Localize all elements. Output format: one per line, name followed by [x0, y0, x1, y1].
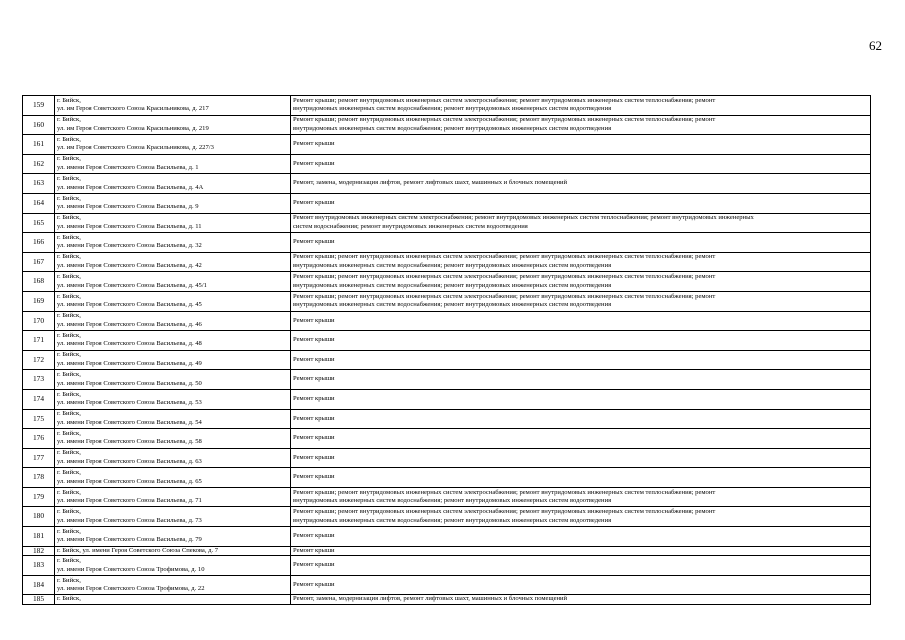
row-number: 169 — [23, 291, 55, 311]
table-row — [23, 350, 871, 370]
work-description-cell — [291, 556, 871, 576]
table-row — [23, 595, 871, 605]
address-cell — [55, 213, 291, 233]
work-description-cell — [291, 350, 871, 370]
table-row — [23, 252, 871, 272]
work-description-cell — [291, 487, 871, 507]
row-number: 180 — [23, 507, 55, 527]
address-city: г. Бийск, — [57, 292, 81, 300]
work-description-line: внутридомовых инженерных систем водоснабжения; ремонт внутридомовых инженерных систем водоотведения — [293, 105, 612, 113]
table-row — [23, 311, 871, 331]
work-description-line: Ремонт крыши — [293, 394, 335, 402]
work-description-line: Ремонт крыши — [293, 434, 335, 442]
address-city: г. Бийск, — [57, 155, 81, 163]
work-description-cell — [291, 213, 871, 233]
work-description-line: Ремонт крыши — [293, 414, 335, 422]
address-cell — [55, 193, 291, 213]
work-description-cell — [291, 115, 871, 135]
address-city: г. Бийск, — [57, 351, 81, 359]
repair-table — [22, 95, 871, 605]
address-street: ул. имени Героя Советского Союза Васильева, д. 54 — [57, 418, 202, 426]
address-city: г. Бийск, — [57, 116, 81, 124]
address-cell — [55, 507, 291, 527]
address-cell — [55, 174, 291, 194]
address-cell — [55, 272, 291, 292]
address-cell — [55, 291, 291, 311]
work-description-line: Ремонт крыши — [293, 198, 335, 206]
address-city: г. Бийск, — [57, 508, 81, 516]
work-description-line: Ремонт крыши — [293, 532, 335, 540]
table-row — [23, 272, 871, 292]
work-description-cell — [291, 193, 871, 213]
address-street: ул. имени Героя Советского Союза Васильева, д. 53 — [57, 399, 202, 407]
work-description-line: Ремонт крыши; ремонт внутридомовых инженерных систем электроснабжения; ремонт внутридомовых инженерных систем теплоснабжения; ремонт — [293, 508, 716, 516]
table-row — [23, 468, 871, 488]
document-sheet — [22, 95, 870, 605]
address-street: ул. имени Героя Советского Союза Васильева, д. 1 — [57, 164, 199, 172]
table-body — [23, 96, 871, 605]
work-description-cell — [291, 96, 871, 116]
work-description-line: Ремонт крыши; ремонт внутридомовых инженерных систем электроснабжения; ремонт внутридомовых инженерных систем теплоснабжения; ремонт — [293, 253, 716, 261]
table-row — [23, 556, 871, 576]
table-row — [23, 115, 871, 135]
address-street: ул. имени Героя Советского Союза Васильева, д. 4А — [57, 183, 204, 191]
row-number: 184 — [23, 575, 55, 595]
row-number: 183 — [23, 556, 55, 576]
work-description-line: Ремонт крыши — [293, 561, 335, 569]
table-row — [23, 213, 871, 233]
work-description-cell — [291, 331, 871, 351]
address-city: г. Бийск, — [57, 175, 81, 183]
work-description-line: внутридомовых инженерных систем водоснабжения; ремонт внутридомовых инженерных систем водоотведения — [293, 497, 612, 505]
address-city: г. Бийск, — [57, 273, 81, 281]
address-cell — [55, 370, 291, 390]
row-number: 161 — [23, 135, 55, 155]
address-street: ул. им Героя Советского Союза Красильникова, д. 219 — [57, 124, 209, 132]
address-cell — [55, 350, 291, 370]
table-row — [23, 370, 871, 390]
address-city: г. Бийск, — [57, 390, 81, 398]
work-description-cell — [291, 252, 871, 272]
address-city: г. Бийск, — [57, 194, 81, 202]
work-description-cell — [291, 546, 871, 556]
work-description-cell — [291, 272, 871, 292]
table-row — [23, 527, 871, 547]
work-description-line: Ремонт, замена, модернизация лифтов, ремонт лифтовых шахт, машинных и блочных помещений — [293, 595, 568, 603]
row-number: 185 — [23, 595, 55, 605]
table-row — [23, 575, 871, 595]
table-row — [23, 291, 871, 311]
address-city: г. Бийск, — [57, 331, 81, 339]
work-description-line: Ремонт крыши; ремонт внутридомовых инженерных систем электроснабжения; ремонт внутридомовых инженерных систем теплоснабжения; ремонт — [293, 292, 716, 300]
address-city: г. Бийск, — [57, 527, 81, 535]
row-number: 175 — [23, 409, 55, 429]
address-cell — [55, 527, 291, 547]
address-cell — [55, 556, 291, 576]
address-city: г. Бийск, — [57, 556, 81, 564]
row-number: 173 — [23, 370, 55, 390]
address-cell — [55, 389, 291, 409]
address-street: ул. имени Героя Советского Союза Васильева, д. 65 — [57, 477, 202, 485]
address-city: г. Бийск, — [57, 488, 81, 496]
work-description-line: Ремонт, замена, модернизация лифтов, ремонт лифтовых шахт, машинных и блочных помещений — [293, 179, 568, 187]
row-number: 167 — [23, 252, 55, 272]
address-street: ул. имени Героя Советского Союза Васильева, д. 63 — [57, 457, 202, 465]
table-row — [23, 546, 871, 556]
table-row — [23, 507, 871, 527]
address-street: г. Бийск, — [57, 595, 81, 603]
address-street: ул. имени Героя Советского Союза Васильева, д. 9 — [57, 203, 199, 211]
work-description-line: внутридомовых инженерных систем водоснабжения; ремонт внутридомовых инженерных систем водоотведения — [293, 281, 612, 289]
work-description-line: Ремонт крыши — [293, 546, 335, 554]
table-row — [23, 487, 871, 507]
work-description-cell — [291, 575, 871, 595]
address-street: ул. имени Героя Советского Союза Васильева, д. 46 — [57, 320, 202, 328]
work-description-cell — [291, 595, 871, 605]
address-city: г. Бийск, — [57, 253, 81, 261]
work-description-cell — [291, 174, 871, 194]
table-row — [23, 409, 871, 429]
work-description-line: Ремонт крыши — [293, 159, 335, 167]
table-row — [23, 233, 871, 253]
row-number: 166 — [23, 233, 55, 253]
work-description-line: Ремонт крыши — [293, 453, 335, 461]
work-description-line: Ремонт крыши — [293, 375, 335, 383]
work-description-cell — [291, 389, 871, 409]
address-city: г. Бийск, — [57, 576, 81, 584]
work-description-cell — [291, 370, 871, 390]
address-cell — [55, 546, 291, 556]
address-city: г. Бийск, — [57, 429, 81, 437]
table-row — [23, 448, 871, 468]
address-cell — [55, 115, 291, 135]
address-street: ул. им Героя Советского Союза Красильникова, д. 217 — [57, 105, 209, 113]
address-street: ул. имени Героя Советского Союза Васильева, д. 79 — [57, 536, 202, 544]
work-description-line: Ремонт крыши; ремонт внутридомовых инженерных систем электроснабжения; ремонт внутридомовых инженерных систем теплоснабжения; ремонт — [293, 273, 716, 281]
row-number: 159 — [23, 96, 55, 116]
address-cell — [55, 487, 291, 507]
work-description-cell — [291, 507, 871, 527]
address-city: г. Бийск, — [57, 214, 81, 222]
work-description-line: Ремонт крыши; ремонт внутридомовых инженерных систем электроснабжения; ремонт внутридомовых инженерных систем теплоснабжения; ремонт — [293, 96, 716, 104]
page-number: 62 — [869, 38, 882, 53]
address-city: г. Бийск, — [57, 233, 81, 241]
address-street: ул. имени Героя Советского Союза Васильева, д. 11 — [57, 222, 202, 230]
work-description-cell — [291, 135, 871, 155]
address-cell — [55, 311, 291, 331]
work-description-cell — [291, 409, 871, 429]
row-number: 160 — [23, 115, 55, 135]
table-row — [23, 174, 871, 194]
work-description-line: внутридомовых инженерных систем водоснабжения; ремонт внутридомовых инженерных систем водоотведения — [293, 124, 612, 132]
address-cell — [55, 96, 291, 116]
work-description-cell — [291, 448, 871, 468]
work-description-line: внутридомовых инженерных систем водоснабжения; ремонт внутридомовых инженерных систем водоотведения — [293, 516, 612, 524]
work-description-line: Ремонт крыши; ремонт внутридомовых инженерных систем электроснабжения; ремонт внутридомовых инженерных систем теплоснабжения; ремонт — [293, 116, 716, 124]
address-street: ул. имени Героя Советского Союза Трофимова, д. 10 — [57, 565, 205, 573]
address-cell — [55, 409, 291, 429]
address-city: г. Бийск, — [57, 312, 81, 320]
address-street: ул. имени Героя Советского Союза Васильева, д. 50 — [57, 379, 202, 387]
work-description-line: внутридомовых инженерных систем водоснабжения; ремонт внутридомовых инженерных систем водоотведения — [293, 301, 612, 309]
table-row — [23, 154, 871, 174]
address-city: г. Бийск, — [57, 371, 81, 379]
work-description-line: Ремонт крыши — [293, 140, 335, 148]
work-description-line: Ремонт внутридомовых инженерных систем электроснабжения; ремонт внутридомовых инженерных систем теплоснабжения; ремонт внутридомовых инженерных — [293, 214, 754, 222]
row-number: 179 — [23, 487, 55, 507]
address-street: ул. имени Героя Советского Союза Васильева, д. 32 — [57, 242, 202, 250]
address-street: ул. имени Героя Советского Союза Васильева, д. 48 — [57, 340, 202, 348]
row-number: 165 — [23, 213, 55, 233]
work-description-cell — [291, 154, 871, 174]
address-street: ул. имени Героя Советского Союза Васильева, д. 42 — [57, 262, 202, 270]
work-description-line: Ремонт крыши — [293, 580, 335, 588]
address-city: г. Бийск, — [57, 410, 81, 418]
address-cell — [55, 575, 291, 595]
address-cell — [55, 252, 291, 272]
address-cell — [55, 468, 291, 488]
address-street: ул. имени Героя Советского Союза Васильева, д. 45/1 — [57, 281, 207, 289]
work-description-line: систем водоснабжения; ремонт внутридомовых инженерных систем водоотведения — [293, 222, 528, 230]
address-street: ул. имени Героя Советского Союза Васильева, д. 45 — [57, 301, 202, 309]
address-cell — [55, 233, 291, 253]
table-row — [23, 389, 871, 409]
address-city: г. Бийск, — [57, 449, 81, 457]
row-number: 164 — [23, 193, 55, 213]
address-cell — [55, 331, 291, 351]
row-number: 176 — [23, 429, 55, 449]
address-city: г. Бийск, — [57, 468, 81, 476]
work-description-line: внутридомовых инженерных систем водоснабжения; ремонт внутридомовых инженерных систем водоотведения — [293, 262, 612, 270]
work-description-cell — [291, 311, 871, 331]
address-cell — [55, 135, 291, 155]
work-description-cell — [291, 468, 871, 488]
address-street: ул. имени Героя Советского Союза Васильева, д. 73 — [57, 516, 202, 524]
work-description-cell — [291, 527, 871, 547]
row-number: 171 — [23, 331, 55, 351]
row-number: 174 — [23, 389, 55, 409]
row-number: 172 — [23, 350, 55, 370]
address-street: г. Бийск, ул. имени Героя Советского Союза Спекова, д. 7 — [57, 546, 219, 554]
table-row — [23, 135, 871, 155]
work-description-line: Ремонт крыши — [293, 336, 335, 344]
address-cell — [55, 448, 291, 468]
address-cell — [55, 154, 291, 174]
work-description-line: Ремонт крыши — [293, 316, 335, 324]
row-number: 162 — [23, 154, 55, 174]
address-city: г. Бийск, — [57, 135, 81, 143]
address-street: ул. им Героя Советского Союза Красильникова, д. 227/3 — [57, 144, 214, 152]
table-row — [23, 331, 871, 351]
work-description-line: Ремонт крыши — [293, 355, 335, 363]
address-city: г. Бийск, — [57, 96, 81, 104]
row-number: 168 — [23, 272, 55, 292]
table-row — [23, 96, 871, 116]
address-street: ул. имени Героя Советского Союза Васильева, д. 71 — [57, 497, 202, 505]
row-number: 170 — [23, 311, 55, 331]
row-number: 182 — [23, 546, 55, 556]
row-number: 178 — [23, 468, 55, 488]
row-number: 177 — [23, 448, 55, 468]
address-cell — [55, 429, 291, 449]
work-description-cell — [291, 429, 871, 449]
row-number: 181 — [23, 527, 55, 547]
work-description-cell — [291, 291, 871, 311]
work-description-cell — [291, 233, 871, 253]
address-street: ул. имени Героя Советского Союза Трофимова, д. 22 — [57, 585, 205, 593]
work-description-line: Ремонт крыши — [293, 238, 335, 246]
address-cell — [55, 595, 291, 605]
address-street: ул. имени Героя Советского Союза Васильева, д. 49 — [57, 360, 202, 368]
address-street: ул. имени Героя Советского Союза Васильева, д. 58 — [57, 438, 202, 446]
work-description-line: Ремонт крыши — [293, 473, 335, 481]
row-number: 163 — [23, 174, 55, 194]
table-row — [23, 193, 871, 213]
work-description-line: Ремонт крыши; ремонт внутридомовых инженерных систем электроснабжения; ремонт внутридомовых инженерных систем теплоснабжения; ремонт — [293, 488, 716, 496]
table-row — [23, 429, 871, 449]
